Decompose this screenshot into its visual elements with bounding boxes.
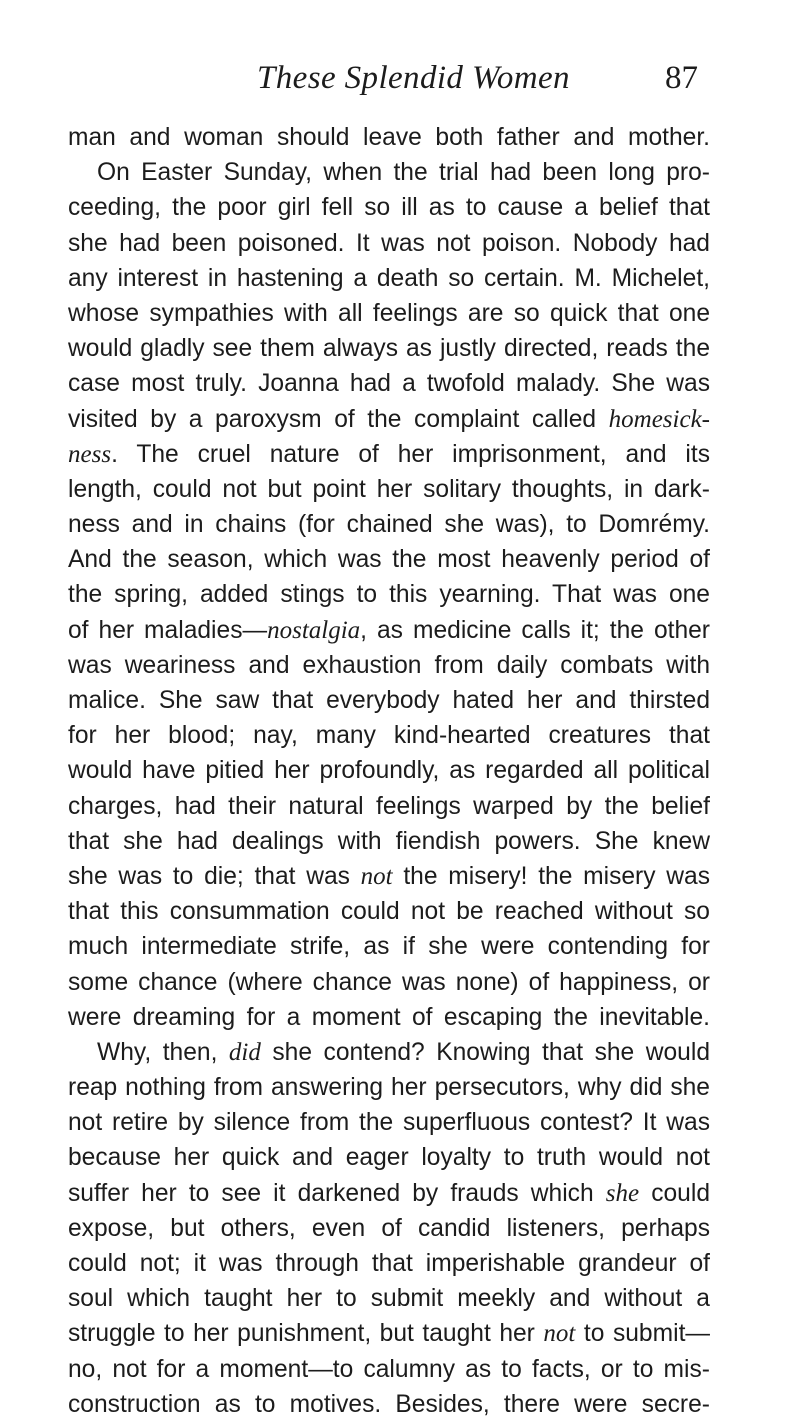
line-text: soul which taught her to submit meekly and without a: [68, 1285, 710, 1313]
text-line: [68, 648, 710, 683]
line-text: Why, then,: [97, 1038, 229, 1066]
line-text: case most truly. Joanna had a twofold malady. She was: [68, 370, 710, 398]
text-line: [68, 1105, 710, 1140]
line-text: man and woman should leave both father and mother.: [68, 124, 710, 151]
text-line: [68, 1000, 710, 1035]
line-text: no, not for a moment—to calumny as to facts, or to mis-: [68, 1355, 710, 1383]
line-text: could: [639, 1179, 710, 1207]
line-text: the spring, added stings to this yearning. That was one: [68, 581, 710, 609]
text-line: [68, 718, 710, 753]
line-text: for her blood; nay, many kind-hearted creatures that: [68, 722, 710, 750]
line-text: expose, but others, even of candid listeners, perhaps: [68, 1214, 710, 1242]
text-line: [68, 472, 710, 507]
text-line: [68, 437, 710, 472]
text-line: [68, 155, 710, 190]
line-text: not retire by silence from the superfluous contest? It was: [68, 1109, 710, 1137]
italic-text: not: [543, 1320, 576, 1348]
text-line: [68, 1281, 710, 1316]
body-text: [68, 120, 710, 1422]
line-text: could not; it was through that imperishable grandeur of: [68, 1250, 710, 1277]
text-line: [68, 859, 710, 894]
text-line: [68, 1352, 710, 1387]
text-line: [68, 1176, 710, 1211]
line-text: she contend? Knowing that she would: [260, 1038, 710, 1066]
text-line: [68, 789, 710, 824]
line-text: . The cruel nature of her imprisonment, and its: [111, 440, 710, 468]
italic-text: not: [360, 862, 393, 890]
text-line: [68, 1070, 710, 1105]
line-text: reap nothing from answering her persecutors, why did she: [68, 1074, 710, 1102]
line-text: to submit—: [575, 1320, 710, 1348]
text-line: [68, 402, 710, 437]
text-line: [68, 507, 710, 542]
text-line: [68, 190, 710, 225]
italic-text: did: [228, 1038, 261, 1066]
text-line: [68, 683, 710, 718]
italic-text: homesick-: [608, 405, 710, 433]
line-text: charges, had their natural feelings warped by the belief: [68, 792, 710, 820]
italic-text: she: [605, 1179, 640, 1207]
line-text: would gladly see them always as justly directed, reads the: [68, 335, 710, 363]
text-line: [68, 1140, 710, 1175]
text-line: [68, 894, 710, 929]
running-title: These Splendid Women: [257, 60, 570, 96]
text-line: [68, 577, 710, 612]
text-line: [68, 542, 710, 577]
text-line: [68, 366, 710, 401]
line-text: And the season, which was the most heavenly period of: [68, 546, 710, 574]
line-text: were dreaming for a moment of escaping the inevitable.: [68, 1003, 710, 1031]
text-line: [68, 296, 710, 331]
line-text: that she had dealings with fiendish powers. She knew: [68, 827, 710, 855]
line-text: any interest in hastening a death so certain. M. Michelet,: [68, 264, 710, 292]
line-text: length, could not but point her solitary thoughts, in dark-: [68, 475, 710, 503]
italic-text: ness: [68, 440, 112, 468]
line-text: because her quick and eager loyalty to truth would not: [68, 1144, 710, 1172]
line-text: ceeding, the poor girl fell so ill as to cause a belief that: [68, 194, 710, 222]
line-text: struggle to her punishment, but taught her: [68, 1320, 544, 1348]
line-text: was weariness and exhaustion from daily combats with: [68, 651, 710, 679]
running-head: [0, 58, 800, 108]
text-line: [68, 1211, 710, 1246]
line-text: whose sympathies with all feelings are so quick that one: [68, 299, 710, 327]
text-line: [68, 613, 710, 648]
line-text: malice. She saw that everybody hated her and thirsted: [68, 687, 710, 714]
line-text: she was to die; that was: [68, 862, 361, 890]
line-text: that this consummation could not be reached without so: [68, 898, 710, 926]
text-line: [68, 120, 710, 155]
line-text: some chance (where chance was none) of happiness, or: [68, 968, 710, 996]
line-text: would have pitied her profoundly, as regarded all political: [68, 757, 710, 785]
text-line: [68, 1316, 710, 1351]
text-line: [68, 1387, 710, 1422]
text-line: [68, 965, 710, 1000]
line-text: construction as to motives. Besides, there were secre-: [68, 1390, 710, 1418]
line-text: On Easter Sunday, when the trial had been long pro-: [97, 159, 710, 187]
line-text: visited by a paroxysm of the complaint called: [68, 405, 609, 433]
line-text: she had been poisoned. It was not poison. Nobody had: [68, 229, 710, 257]
text-line: [68, 1035, 710, 1070]
text-line: [68, 1246, 710, 1281]
page-number: 87: [665, 60, 698, 96]
text-line: [68, 824, 710, 859]
text-line: [68, 929, 710, 964]
line-text: , as medicine calls it; the other: [360, 616, 710, 644]
line-text: the misery! the misery was: [392, 862, 710, 890]
text-line: [68, 331, 710, 366]
text-line: [68, 226, 710, 261]
line-text: ness and in chains (for chained she was), to Domrémy.: [68, 511, 710, 539]
text-line: [68, 261, 710, 296]
italic-text: nostalgia: [267, 616, 361, 644]
line-text: of her maladies—: [68, 616, 268, 644]
line-text: suffer her to see it darkened by frauds which: [68, 1179, 606, 1207]
line-text: much intermediate strife, as if she were contending for: [68, 933, 710, 961]
text-line: [68, 753, 710, 788]
